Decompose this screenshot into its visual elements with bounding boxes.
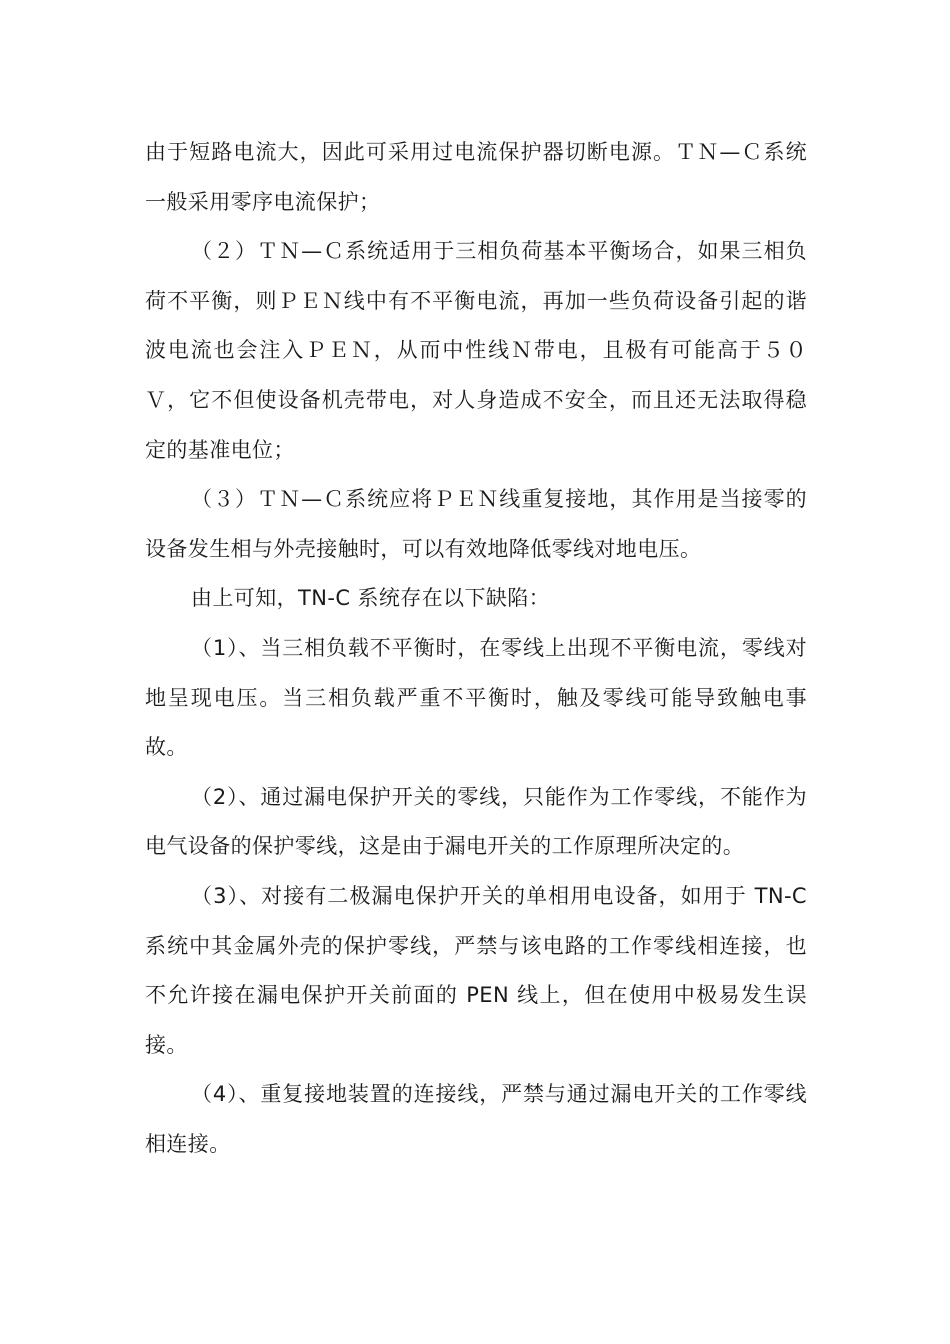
document-body [145,128,807,1169]
paragraph-item-2-balance: （２）ＴＮ—Ｃ系统适用于三相负荷基本平衡场合，如果三相负荷不平衡，则ＰＥＮ线中有不平衡电流，再加一些负荷设备引起的谐波电流也会注入ＰＥＮ，从而中性线Ｎ带电，且极有可能高于５０Ｖ，它不但使设备机壳带电，对人身造成不安全，而且还无法取得稳定的基准电位； [145,239,807,462]
paragraph-protection-intro: 由于短路电流大，因此可采用过电流保护器切断电源。ＴＮ—Ｃ系统一般采用零序电流保护； [145,140,807,214]
paragraph-defect-3: （3）、对接有二极漏电保护开关的单相用电设备，如用于 TN-C 系统中其金属外壳的保护零线，严禁与该电路的工作零线相连接，也不允许接在漏电保护开关前面的 PEN 线上，但在使用中极易发生误接。 [145,883,807,1057]
paragraph-defects-heading: 由上可知，TN-C 系统存在以下缺陷： [191,586,551,611]
paragraph-defect-4: （4）、重复接地装置的连接线，严禁与通过漏电开关的工作零线相连接。 [145,1082,807,1156]
paragraph-item-3-grounding: （３）ＴＮ—Ｃ系统应将ＰＥＮ线重复接地，其作用是当接零的设备发生相与外壳接触时，可以有效地降低零线对地电压。 [145,487,807,561]
paragraph-defect-2: （2）、通过漏电保护开关的零线，只能作为工作零线，不能作为电气设备的保护零线，这是由于漏电开关的工作原理所决定的。 [145,784,807,859]
paragraph-defect-1: （1）、当三相负载不平衡时，在零线上出现不平衡电流，零线对地呈现电压。当三相负载严重不平衡时，触及零线可能导致触电事故。 [145,635,807,760]
